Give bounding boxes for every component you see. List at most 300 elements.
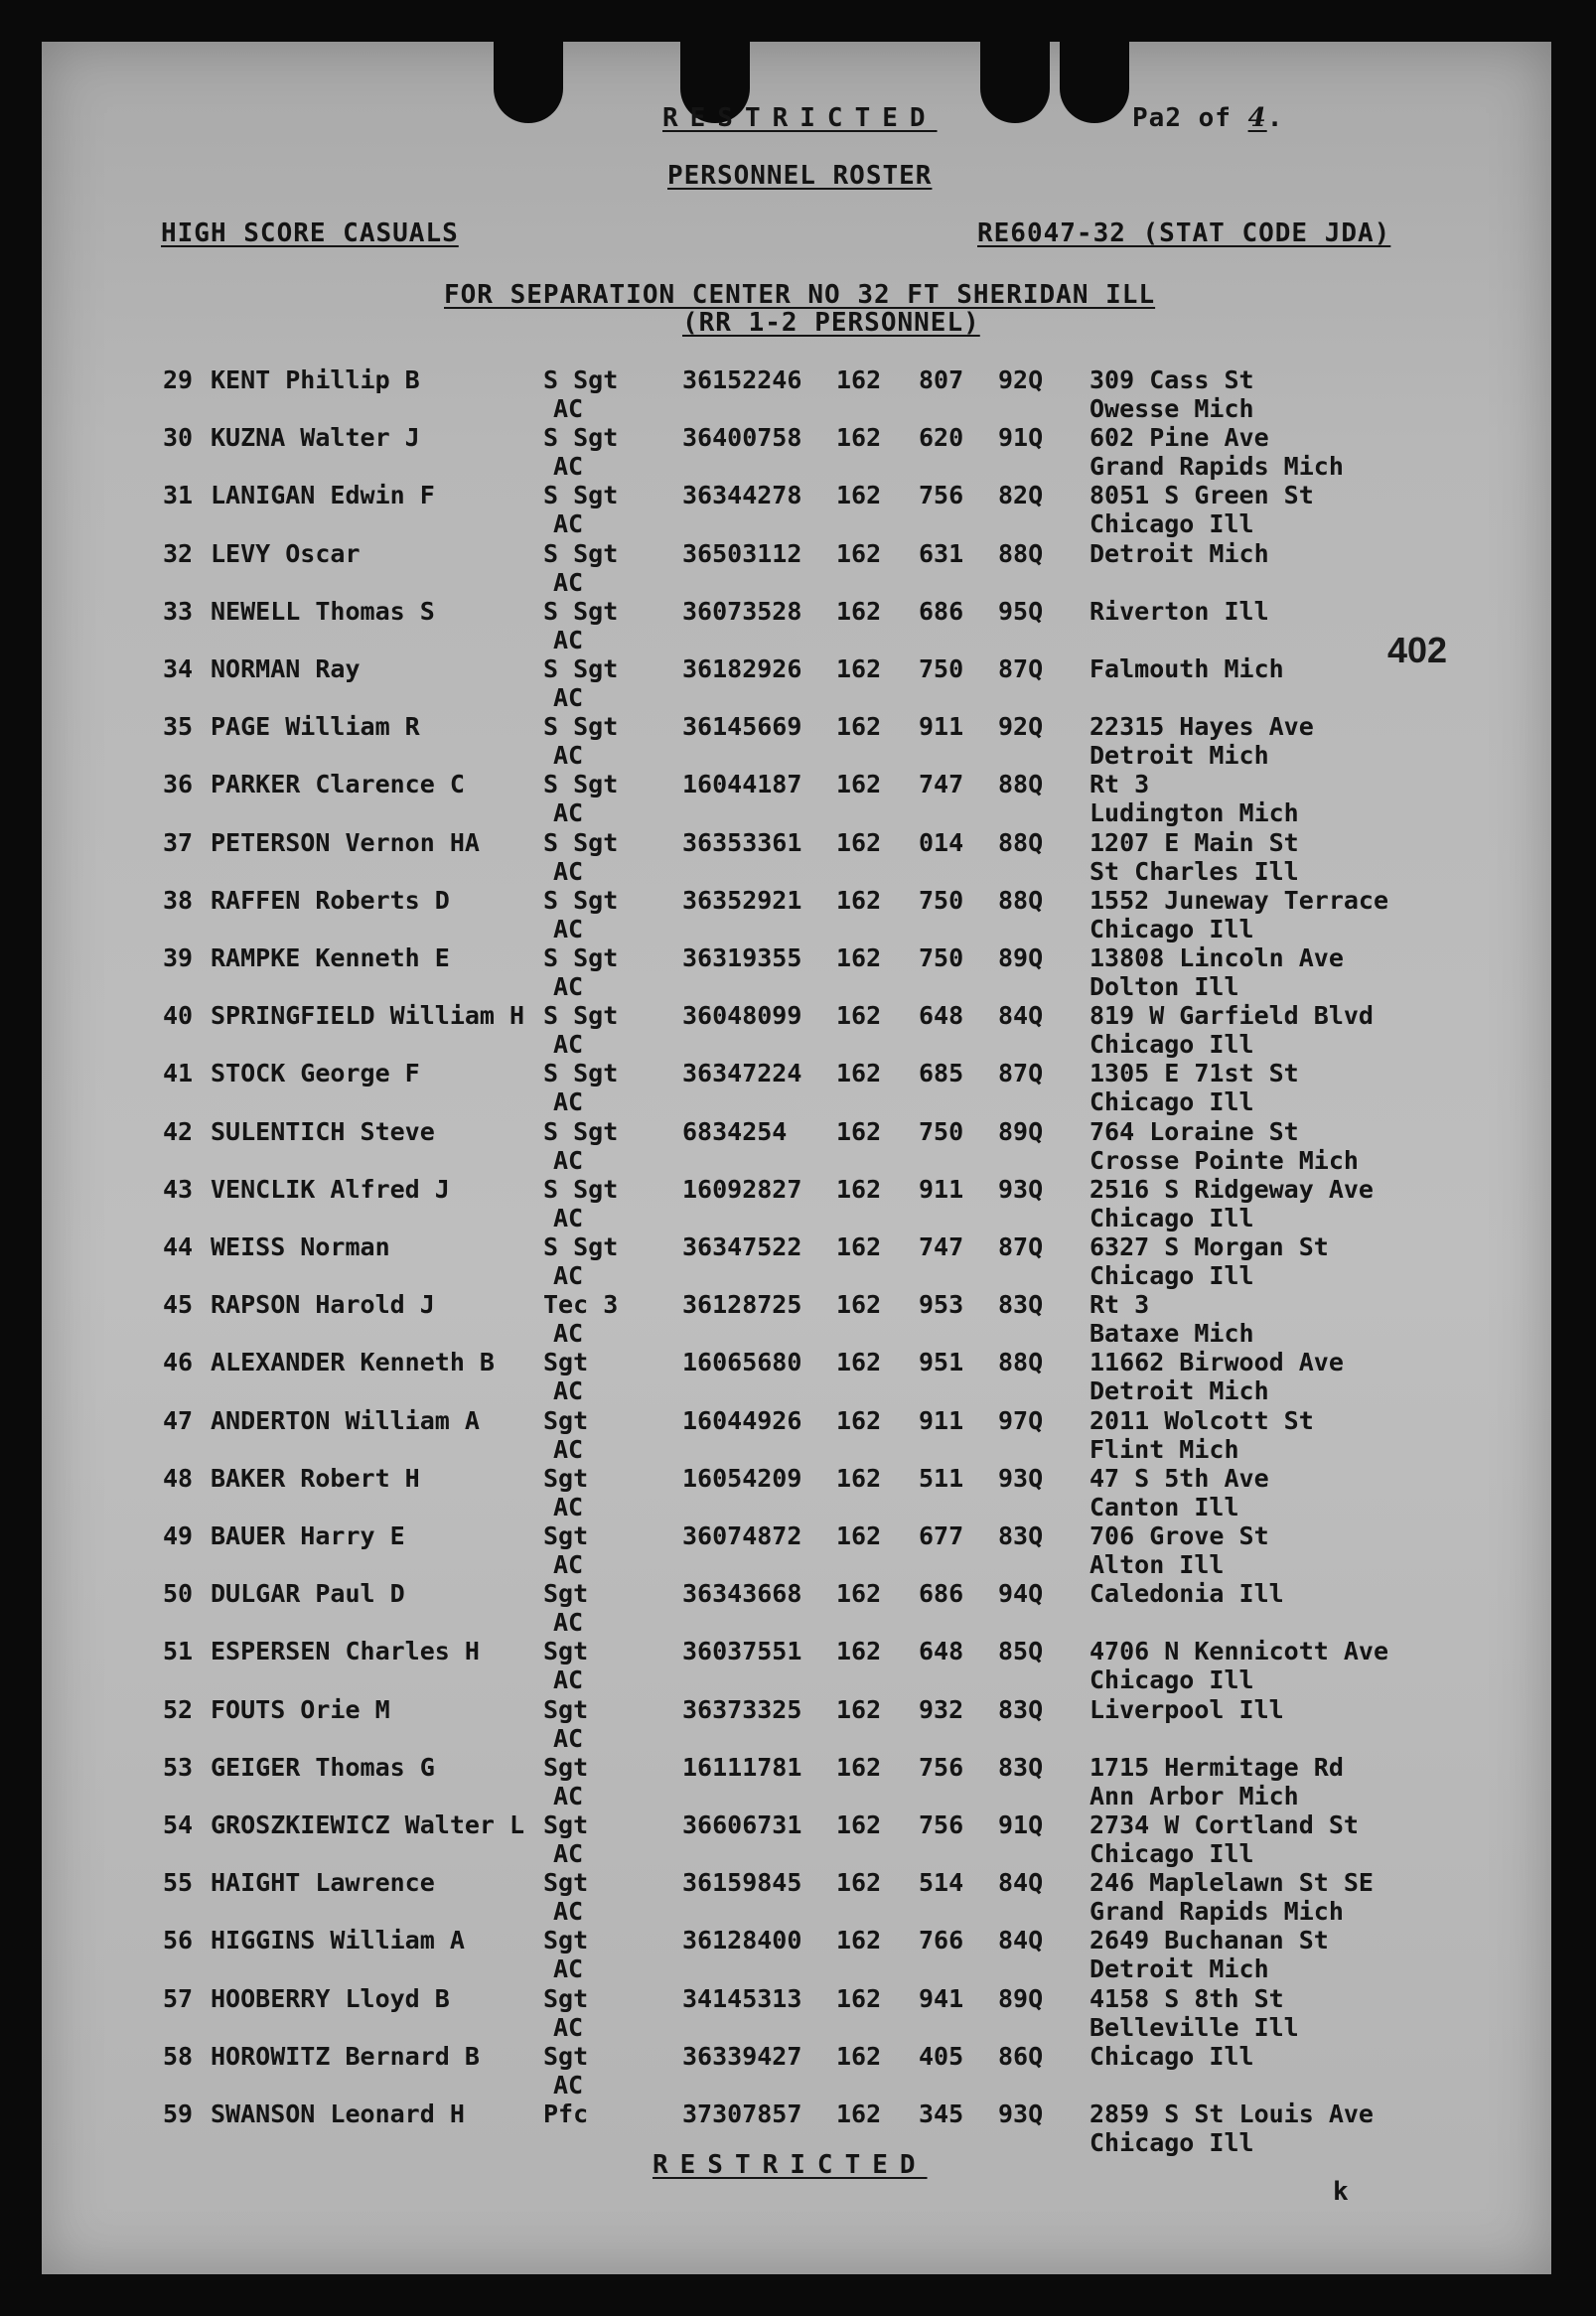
row-rank: Sgt — [543, 1868, 589, 1898]
row-code-1: 162 — [836, 538, 882, 568]
row-rank: S Sgt — [543, 365, 619, 394]
table-row — [42, 1637, 1551, 1694]
row-rank: Sgt — [543, 1463, 589, 1493]
row-address-line-1: Liverpool Ill — [1089, 1694, 1284, 1724]
table-row — [42, 1059, 1551, 1116]
row-address-line-1: 2011 Wolcott St — [1089, 1405, 1314, 1435]
row-address-line-1: 602 Pine Ave — [1089, 423, 1269, 453]
row-address-line-1: Falmouth Mich — [1089, 654, 1284, 683]
row-name: HAIGHT Lawrence — [211, 1868, 435, 1898]
row-name: SULENTICH Steve — [211, 1116, 435, 1146]
row-name: SPRINGFIELD William H — [211, 1001, 525, 1031]
row-address-line-1: Rt 3 — [1089, 770, 1150, 799]
row-number: 39 — [163, 943, 194, 972]
table-row — [42, 654, 1551, 712]
row-code-2: 750 — [919, 1116, 964, 1146]
row-address-line-2: Flint Mich — [1089, 1434, 1239, 1464]
row-rank: Sgt — [543, 1637, 589, 1666]
row-number: 33 — [163, 596, 194, 626]
row-branch: AC — [553, 567, 584, 597]
row-code-1: 162 — [836, 365, 882, 394]
row-code-2: 685 — [919, 1059, 964, 1088]
typist-initial: k — [1333, 2177, 1350, 2207]
row-address-line-2: Bataxe Mich — [1089, 1319, 1254, 1349]
row-address-line-1: 4706 N Kennicott Ave — [1089, 1637, 1389, 1666]
row-address-line-2: Chicago Ill — [1089, 1261, 1254, 1290]
reference-code: RE6047-32 (STAT CODE JDA) — [977, 218, 1391, 248]
row-serial: 36182926 — [682, 654, 802, 683]
table-row — [42, 943, 1551, 1001]
table-row — [42, 481, 1551, 538]
row-code-3: 91Q — [998, 423, 1044, 453]
row-serial: 36343668 — [682, 1579, 802, 1609]
row-code-3: 89Q — [998, 943, 1044, 972]
row-name: ALEXANDER Kenneth B — [211, 1348, 495, 1377]
row-branch: AC — [553, 1492, 584, 1521]
row-code-1: 162 — [836, 712, 882, 742]
row-name: GROSZKIEWICZ Walter L — [211, 1810, 525, 1839]
row-rank: Sgt — [543, 1348, 589, 1377]
row-serial: 36339427 — [682, 2041, 802, 2071]
row-name: NEWELL Thomas S — [211, 596, 435, 626]
row-code-3: 88Q — [998, 885, 1044, 915]
row-address-line-1: Caledonia Ill — [1089, 1579, 1284, 1609]
row-code-1: 162 — [836, 1405, 882, 1435]
row-rank: S Sgt — [543, 712, 619, 742]
row-name: WEISS Norman — [211, 1232, 390, 1261]
row-serial: 16044926 — [682, 1405, 802, 1435]
row-name: RAFFEN Roberts D — [211, 885, 450, 915]
row-code-3: 95Q — [998, 596, 1044, 626]
row-code-3: 86Q — [998, 2041, 1044, 2071]
row-code-3: 91Q — [998, 1810, 1044, 1839]
row-branch: AC — [553, 1839, 584, 1868]
row-code-1: 162 — [836, 1521, 882, 1550]
row-name: PARKER Clarence C — [211, 770, 465, 799]
destination-line: FOR SEPARATION CENTER NO 32 FT SHERIDAN ILL — [444, 280, 1156, 310]
row-rank: S Sgt — [543, 1174, 619, 1204]
classification-header: RESTRICTED — [662, 103, 938, 133]
row-number: 49 — [163, 1521, 194, 1550]
row-code-1: 162 — [836, 654, 882, 683]
table-row — [42, 1753, 1551, 1810]
row-serial: 36037551 — [682, 1637, 802, 1666]
row-address-line-2: Ludington Mich — [1089, 798, 1299, 828]
row-name: SWANSON Leonard H — [211, 2099, 465, 2128]
row-rank: S Sgt — [543, 423, 619, 453]
row-code-1: 162 — [836, 1694, 882, 1724]
row-code-2: 620 — [919, 423, 964, 453]
table-row — [42, 1926, 1551, 1983]
row-code-2: 750 — [919, 943, 964, 972]
row-name: LANIGAN Edwin F — [211, 481, 435, 510]
row-code-3: 84Q — [998, 1001, 1044, 1031]
row-code-3: 85Q — [998, 1637, 1044, 1666]
row-code-3: 88Q — [998, 538, 1044, 568]
row-name: NORMAN Ray — [211, 654, 361, 683]
row-serial: 36352921 — [682, 885, 802, 915]
row-code-1: 162 — [836, 2041, 882, 2071]
row-address-line-1: 1305 E 71st St — [1089, 1059, 1299, 1088]
row-number: 56 — [163, 1926, 194, 1955]
row-address-line-1: Rt 3 — [1089, 1290, 1150, 1320]
table-row — [42, 1464, 1551, 1521]
row-rank: Sgt — [543, 1405, 589, 1435]
table-row — [42, 1810, 1551, 1868]
row-rank: Sgt — [543, 1926, 589, 1955]
row-code-3: 83Q — [998, 1752, 1044, 1782]
table-row — [42, 2042, 1551, 2099]
row-serial: 36347224 — [682, 1059, 802, 1088]
row-code-2: 677 — [919, 1521, 964, 1550]
row-name: BAUER Harry E — [211, 1521, 405, 1550]
row-name: ANDERTON William A — [211, 1405, 480, 1435]
row-address-line-2: Chicago Ill — [1089, 509, 1254, 539]
row-code-2: 686 — [919, 1579, 964, 1609]
row-code-2: 953 — [919, 1290, 964, 1320]
binder-hole — [980, 34, 1050, 123]
table-row — [42, 828, 1551, 886]
row-rank: S Sgt — [543, 596, 619, 626]
table-row — [42, 1695, 1551, 1753]
row-code-2: 631 — [919, 538, 964, 568]
row-branch: AC — [553, 1145, 584, 1175]
row-code-1: 162 — [836, 1174, 882, 1204]
page-number: 2 — [1165, 103, 1182, 133]
row-name: ESPERSEN Charles H — [211, 1637, 480, 1666]
row-branch: AC — [553, 1608, 584, 1638]
row-address-line-2: Ann Arbor Mich — [1089, 1781, 1299, 1810]
row-code-1: 162 — [836, 596, 882, 626]
row-address-line-1: Riverton Ill — [1089, 596, 1269, 626]
row-code-2: 932 — [919, 1694, 964, 1724]
table-row — [42, 1232, 1551, 1290]
row-code-3: 89Q — [998, 1116, 1044, 1146]
row-code-2: 747 — [919, 770, 964, 799]
row-name: HIGGINS William A — [211, 1926, 465, 1955]
row-code-1: 162 — [836, 1752, 882, 1782]
row-code-2: 405 — [919, 2041, 964, 2071]
row-name: FOUTS Orie M — [211, 1694, 390, 1724]
row-address-line-1: 2516 S Ridgeway Ave — [1089, 1174, 1374, 1204]
row-branch: AC — [553, 1319, 584, 1349]
table-row — [42, 886, 1551, 943]
row-code-2: 750 — [919, 885, 964, 915]
row-branch: AC — [553, 2012, 584, 2042]
table-row — [42, 1348, 1551, 1405]
row-code-2: 911 — [919, 1405, 964, 1435]
row-name: RAMPKE Kenneth E — [211, 943, 450, 972]
row-code-3: 83Q — [998, 1290, 1044, 1320]
table-row — [42, 1001, 1551, 1059]
row-rank: Sgt — [543, 1983, 589, 2013]
row-rank: S Sgt — [543, 827, 619, 857]
row-address-line-2: Detroit Mich — [1089, 1954, 1269, 1984]
table-row — [42, 1579, 1551, 1637]
row-address-line-1: 6327 S Morgan St — [1089, 1232, 1329, 1261]
row-code-2: 345 — [919, 2099, 964, 2128]
table-row — [42, 1868, 1551, 1926]
row-code-1: 162 — [836, 827, 882, 857]
binder-hole — [1060, 34, 1129, 123]
table-row — [42, 712, 1551, 770]
stamped-page-number: 402 — [1387, 630, 1448, 670]
row-address-line-2: Grand Rapids Mich — [1089, 1897, 1344, 1927]
row-address-line-2: Detroit Mich — [1089, 1376, 1269, 1406]
row-code-3: 87Q — [998, 1232, 1044, 1261]
row-code-1: 162 — [836, 1868, 882, 1898]
row-code-2: 648 — [919, 1001, 964, 1031]
row-branch: AC — [553, 1781, 584, 1810]
row-code-2: 014 — [919, 827, 964, 857]
row-code-3: 92Q — [998, 365, 1044, 394]
row-code-1: 162 — [836, 1983, 882, 2013]
classification-footer: RESTRICTED — [653, 2150, 928, 2180]
row-address-line-1: 4158 S 8th St — [1089, 1983, 1284, 2013]
row-code-3: 87Q — [998, 1059, 1044, 1088]
row-branch: AC — [553, 1030, 584, 1060]
row-serial: 36373325 — [682, 1694, 802, 1724]
row-name: DULGAR Paul D — [211, 1579, 405, 1609]
row-serial: 36048099 — [682, 1001, 802, 1031]
row-address-line-2: Canton Ill — [1089, 1492, 1239, 1521]
row-branch: AC — [553, 856, 584, 886]
row-branch: AC — [553, 798, 584, 828]
document-title: PERSONNEL ROSTER — [667, 161, 933, 191]
row-rank: Sgt — [543, 2041, 589, 2071]
table-row — [42, 1406, 1551, 1464]
row-name: LEVY Oscar — [211, 538, 361, 568]
row-address-line-1: 22315 Hayes Ave — [1089, 712, 1314, 742]
row-number: 53 — [163, 1752, 194, 1782]
row-number: 44 — [163, 1232, 194, 1261]
row-branch: AC — [553, 972, 584, 1001]
table-row — [42, 365, 1551, 423]
row-address-line-2: Chicago Ill — [1089, 914, 1254, 943]
row-number: 34 — [163, 654, 194, 683]
row-code-1: 162 — [836, 885, 882, 915]
row-name: STOCK George F — [211, 1059, 420, 1088]
table-row — [42, 1521, 1551, 1579]
page-label: Pa — [1132, 103, 1166, 133]
row-serial: 36319355 — [682, 943, 802, 972]
table-row — [42, 1984, 1551, 2042]
row-number: 32 — [163, 538, 194, 568]
row-code-3: 82Q — [998, 481, 1044, 510]
row-serial: 6834254 — [682, 1116, 788, 1146]
row-branch: AC — [553, 509, 584, 539]
row-code-1: 162 — [836, 1290, 882, 1320]
row-number: 51 — [163, 1637, 194, 1666]
row-code-2: 911 — [919, 712, 964, 742]
row-address-line-1: 2649 Buchanan St — [1089, 1926, 1329, 1955]
row-address-line-1: 2859 S St Louis Ave — [1089, 2099, 1374, 2128]
row-serial: 36400758 — [682, 423, 802, 453]
row-rank: S Sgt — [543, 654, 619, 683]
row-code-3: 89Q — [998, 1983, 1044, 2013]
row-branch: AC — [553, 1434, 584, 1464]
row-serial: 36128725 — [682, 1290, 802, 1320]
row-serial: 36347522 — [682, 1232, 802, 1261]
row-number: 30 — [163, 423, 194, 453]
row-number: 42 — [163, 1116, 194, 1146]
row-code-3: 88Q — [998, 770, 1044, 799]
row-address-line-1: 706 Grove St — [1089, 1521, 1269, 1550]
page-indicator: Pa2 of 4. — [1132, 103, 1284, 133]
row-serial: 36353361 — [682, 827, 802, 857]
row-rank: S Sgt — [543, 1059, 619, 1088]
row-code-3: 88Q — [998, 827, 1044, 857]
row-serial: 16111781 — [682, 1752, 802, 1782]
row-number: 37 — [163, 827, 194, 857]
row-number: 57 — [163, 1983, 194, 2013]
row-serial: 36073528 — [682, 596, 802, 626]
row-serial: 16092827 — [682, 1174, 802, 1204]
row-code-1: 162 — [836, 1059, 882, 1088]
row-serial: 16044187 — [682, 770, 802, 799]
row-code-1: 162 — [836, 1463, 882, 1493]
row-branch: AC — [553, 1376, 584, 1406]
row-address-line-2: Chicago Ill — [1089, 1030, 1254, 1060]
row-name: RAPSON Harold J — [211, 1290, 435, 1320]
row-serial: 36344278 — [682, 481, 802, 510]
row-address-line-1: 8051 S Green St — [1089, 481, 1314, 510]
row-number: 38 — [163, 885, 194, 915]
row-code-1: 162 — [836, 1116, 882, 1146]
row-code-2: 686 — [919, 596, 964, 626]
row-name: BAKER Robert H — [211, 1463, 420, 1493]
binder-hole — [494, 34, 563, 123]
row-code-2: 648 — [919, 1637, 964, 1666]
row-code-3: 84Q — [998, 1926, 1044, 1955]
row-address-line-1: Detroit Mich — [1089, 538, 1269, 568]
row-number: 45 — [163, 1290, 194, 1320]
row-address-line-1: 1552 Juneway Terrace — [1089, 885, 1389, 915]
row-code-3: 83Q — [998, 1521, 1044, 1550]
row-serial: 37307857 — [682, 2099, 802, 2128]
row-number: 29 — [163, 365, 194, 394]
row-rank: S Sgt — [543, 1001, 619, 1031]
row-name: VENCLIK Alfred J — [211, 1174, 450, 1204]
row-rank: Sgt — [543, 1521, 589, 1550]
row-branch: AC — [553, 1550, 584, 1579]
row-code-3: 97Q — [998, 1405, 1044, 1435]
row-code-3: 84Q — [998, 1868, 1044, 1898]
row-branch: AC — [553, 1954, 584, 1984]
row-rank: Sgt — [543, 1694, 589, 1724]
table-row — [42, 539, 1551, 597]
row-rank: Pfc — [543, 2099, 589, 2128]
table-row — [42, 1175, 1551, 1232]
row-name: KUZNA Walter J — [211, 423, 420, 453]
row-branch: AC — [553, 1087, 584, 1117]
document-page — [42, 42, 1551, 2274]
row-branch: AC — [553, 1261, 584, 1290]
row-number: 58 — [163, 2041, 194, 2071]
destination-note: (RR 1-2 PERSONNEL) — [682, 308, 980, 338]
row-address-line-1: 309 Cass St — [1089, 365, 1254, 394]
table-row — [42, 2099, 1551, 2157]
row-code-1: 162 — [836, 1001, 882, 1031]
row-code-1: 162 — [836, 1232, 882, 1261]
row-rank: Sgt — [543, 1752, 589, 1782]
row-branch: AC — [553, 394, 584, 423]
row-address-line-2: Owesse Mich — [1089, 394, 1254, 423]
row-address-line-1: 2734 W Cortland St — [1089, 1810, 1359, 1839]
row-branch: AC — [553, 1897, 584, 1927]
row-rank: Sgt — [543, 1810, 589, 1839]
row-code-1: 162 — [836, 1637, 882, 1666]
row-address-line-2: Dolton Ill — [1089, 972, 1239, 1001]
row-code-1: 162 — [836, 481, 882, 510]
row-rank: S Sgt — [543, 943, 619, 972]
row-address-line-2: Detroit Mich — [1089, 741, 1269, 771]
row-address-line-2: Grand Rapids Mich — [1089, 452, 1344, 482]
row-serial: 36074872 — [682, 1521, 802, 1550]
row-code-3: 94Q — [998, 1579, 1044, 1609]
row-number: 46 — [163, 1348, 194, 1377]
row-code-1: 162 — [836, 423, 882, 453]
row-branch: AC — [553, 741, 584, 771]
table-row — [42, 770, 1551, 827]
row-serial: 36152246 — [682, 365, 802, 394]
row-rank: S Sgt — [543, 885, 619, 915]
row-number: 47 — [163, 1405, 194, 1435]
row-code-2: 756 — [919, 481, 964, 510]
row-number: 52 — [163, 1694, 194, 1724]
row-branch: AC — [553, 625, 584, 654]
row-name: GEIGER Thomas G — [211, 1752, 435, 1782]
row-code-1: 162 — [836, 1926, 882, 1955]
row-code-2: 750 — [919, 654, 964, 683]
row-name: HOOBERRY Lloyd B — [211, 1983, 450, 2013]
row-branch: AC — [553, 683, 584, 712]
row-name: PETERSON Vernon HA — [211, 827, 480, 857]
unit-name: HIGH SCORE CASUALS — [161, 218, 459, 248]
row-code-3: 93Q — [998, 1174, 1044, 1204]
row-branch: AC — [553, 914, 584, 943]
row-serial: 16065680 — [682, 1348, 802, 1377]
row-code-2: 766 — [919, 1926, 964, 1955]
row-rank: Tec 3 — [543, 1290, 619, 1320]
table-row — [42, 1290, 1551, 1348]
row-code-2: 756 — [919, 1752, 964, 1782]
row-serial: 36128400 — [682, 1926, 802, 1955]
row-address-line-1: 47 S 5th Ave — [1089, 1463, 1269, 1493]
row-number: 35 — [163, 712, 194, 742]
row-address-line-1: 246 Maplelawn St SE — [1089, 1868, 1374, 1898]
row-rank: S Sgt — [543, 538, 619, 568]
row-address-line-1: 13808 Lincoln Ave — [1089, 943, 1344, 972]
row-code-3: 83Q — [998, 1694, 1044, 1724]
row-code-2: 747 — [919, 1232, 964, 1261]
row-code-1: 162 — [836, 1810, 882, 1839]
row-code-2: 756 — [919, 1810, 964, 1839]
row-address-line-2: Chicago Ill — [1089, 1087, 1254, 1117]
page-of: of — [1198, 103, 1232, 133]
row-address-line-2: Crosse Pointe Mich — [1089, 1145, 1359, 1175]
row-code-1: 162 — [836, 770, 882, 799]
row-branch: AC — [553, 452, 584, 482]
row-rank: Sgt — [543, 1579, 589, 1609]
row-address-line-1: 1207 E Main St — [1089, 827, 1299, 857]
row-branch: AC — [553, 2070, 584, 2099]
row-number: 41 — [163, 1059, 194, 1088]
row-address-line-1: 819 W Garfield Blvd — [1089, 1001, 1374, 1031]
row-address-line-2: Chicago Ill — [1089, 1203, 1254, 1232]
row-code-1: 162 — [836, 943, 882, 972]
row-rank: S Sgt — [543, 1116, 619, 1146]
